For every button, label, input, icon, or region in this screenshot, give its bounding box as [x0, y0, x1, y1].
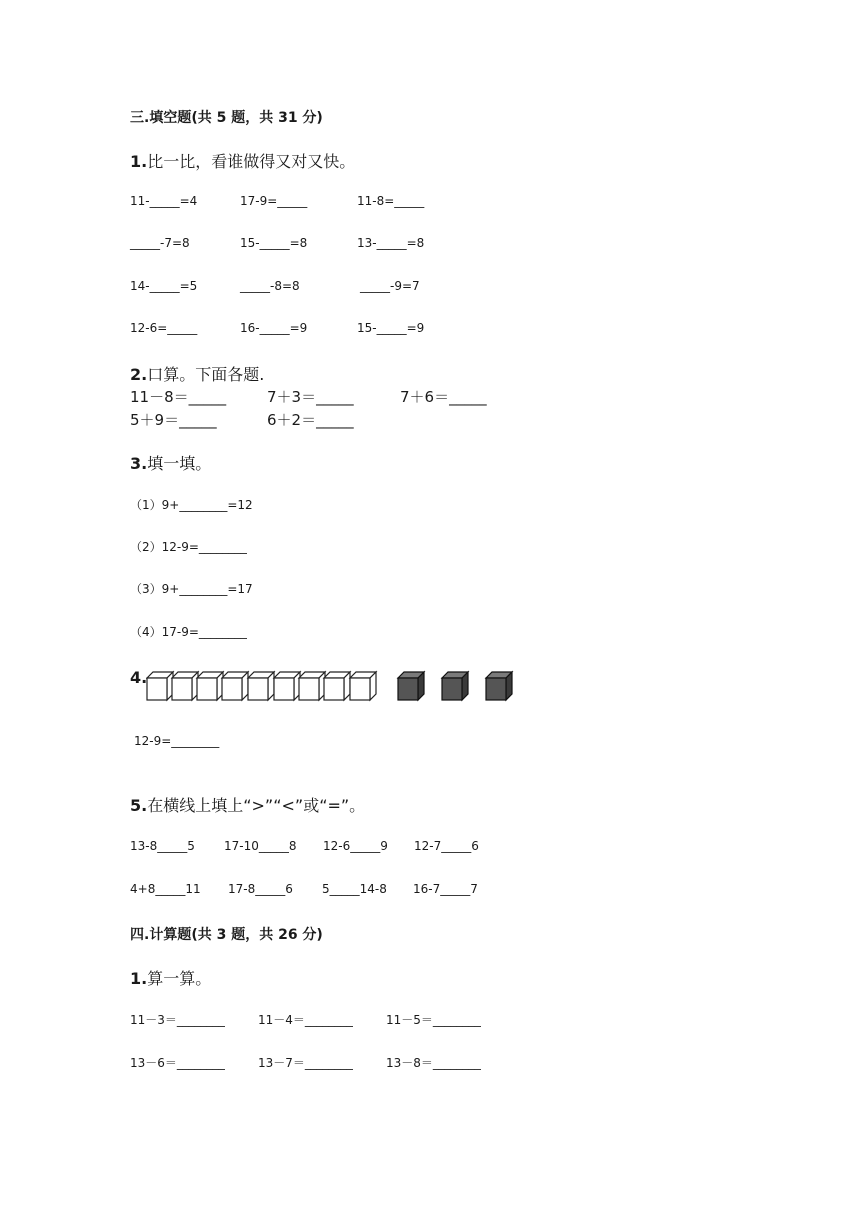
exercise-item: 4+8_____11: [130, 882, 201, 896]
question-number: 4.: [130, 668, 148, 687]
exercise-item: 17-10_____8: [224, 839, 297, 853]
white-cube: [350, 672, 376, 700]
white-cube: [248, 672, 274, 700]
exercise-item: 13-8_____5: [130, 839, 195, 853]
question-5-heading: [130, 793, 365, 816]
exercise-item: （4）17-9=________: [130, 625, 247, 639]
exercise-item: 14-_____=5: [130, 279, 198, 293]
white-cube: [324, 672, 350, 700]
exercise-item: 16-7_____7: [413, 882, 478, 896]
exercise-item: 13-_____=8: [357, 236, 425, 250]
exercise-item: 11－4＝________: [258, 1013, 353, 1027]
question-text: 口算。下面各题.: [147, 365, 265, 384]
white-cube: [299, 672, 325, 700]
question-1-heading: [130, 966, 211, 989]
question-number: 3.: [130, 454, 148, 473]
exercise-item: 16-_____=9: [240, 321, 308, 335]
question-number: 2.: [130, 365, 148, 384]
exercise-item: 11-_____=4: [130, 194, 198, 208]
exercise-item: 6＋2＝_____: [267, 411, 354, 429]
white-cube-row: [147, 672, 376, 700]
exercise-item: 15-_____=8: [240, 236, 308, 250]
question-2-heading: [130, 362, 264, 385]
exercise-item: （3）9+________=17: [130, 582, 253, 596]
dark-cube-row: [398, 672, 512, 700]
exercise-item: 15-_____=9: [357, 321, 425, 335]
exercise-item: 17-9=_____: [240, 194, 308, 208]
question-number: 5.: [130, 796, 148, 815]
exercise-item: 7＋3＝_____: [267, 388, 354, 406]
section-title: 三.填空题(共 5 题，共 31 分): [130, 110, 323, 126]
exercise-item: _____-9=7: [360, 279, 420, 293]
exercise-item: 13－6＝________: [130, 1056, 225, 1070]
exercise-item: 11-8=_____: [357, 194, 425, 208]
dark-cube: [486, 672, 512, 700]
question-4-heading: [130, 668, 147, 687]
white-cube: [172, 672, 198, 700]
question-text: 填一填。: [147, 454, 212, 473]
cube-figure: [146, 670, 526, 702]
dark-cube: [398, 672, 424, 700]
exercise-item: 13－7＝________: [258, 1056, 353, 1070]
question-number: 1.: [130, 152, 148, 171]
exercise-item: （2）12-9=________: [130, 540, 247, 554]
exercise-item: 5_____14-8: [322, 882, 387, 896]
exercise-item: 12-7_____6: [414, 839, 479, 853]
exercise-item: 11－8＝_____: [130, 388, 227, 406]
exercise-item: _____-8=8: [240, 279, 300, 293]
white-cube: [197, 672, 223, 700]
question-number: 1.: [130, 969, 148, 988]
exercise-item: 12-6=_____: [130, 321, 198, 335]
exercise-item: 17-8_____6: [228, 882, 293, 896]
question-3-heading: [130, 451, 211, 474]
white-cube: [147, 672, 173, 700]
exercise-item: 5＋9＝_____: [130, 411, 217, 429]
white-cube: [222, 672, 248, 700]
exercise-item: _____-7=8: [130, 236, 190, 250]
question-text: 算一算。: [147, 969, 212, 988]
question-text: 比一比，看谁做得又对又快。: [147, 152, 356, 171]
exercise-item: 11－3＝________: [130, 1013, 225, 1027]
exercise-item: 12-9=________: [134, 734, 220, 748]
question-text: 在横线上填上“>”“<”或“=”。: [147, 796, 366, 815]
exercise-item: 13－8＝________: [386, 1056, 481, 1070]
exercise-item: （1）9+________=12: [130, 498, 253, 512]
exercise-item: 12-6_____9: [323, 839, 388, 853]
question-1-heading: [130, 149, 355, 172]
white-cube: [274, 672, 300, 700]
exercise-item: 7＋6＝_____: [400, 388, 487, 406]
dark-cube: [442, 672, 468, 700]
section-title: 四.计算题(共 3 题，共 26 分): [130, 927, 323, 943]
exercise-item: 11－5＝________: [386, 1013, 481, 1027]
